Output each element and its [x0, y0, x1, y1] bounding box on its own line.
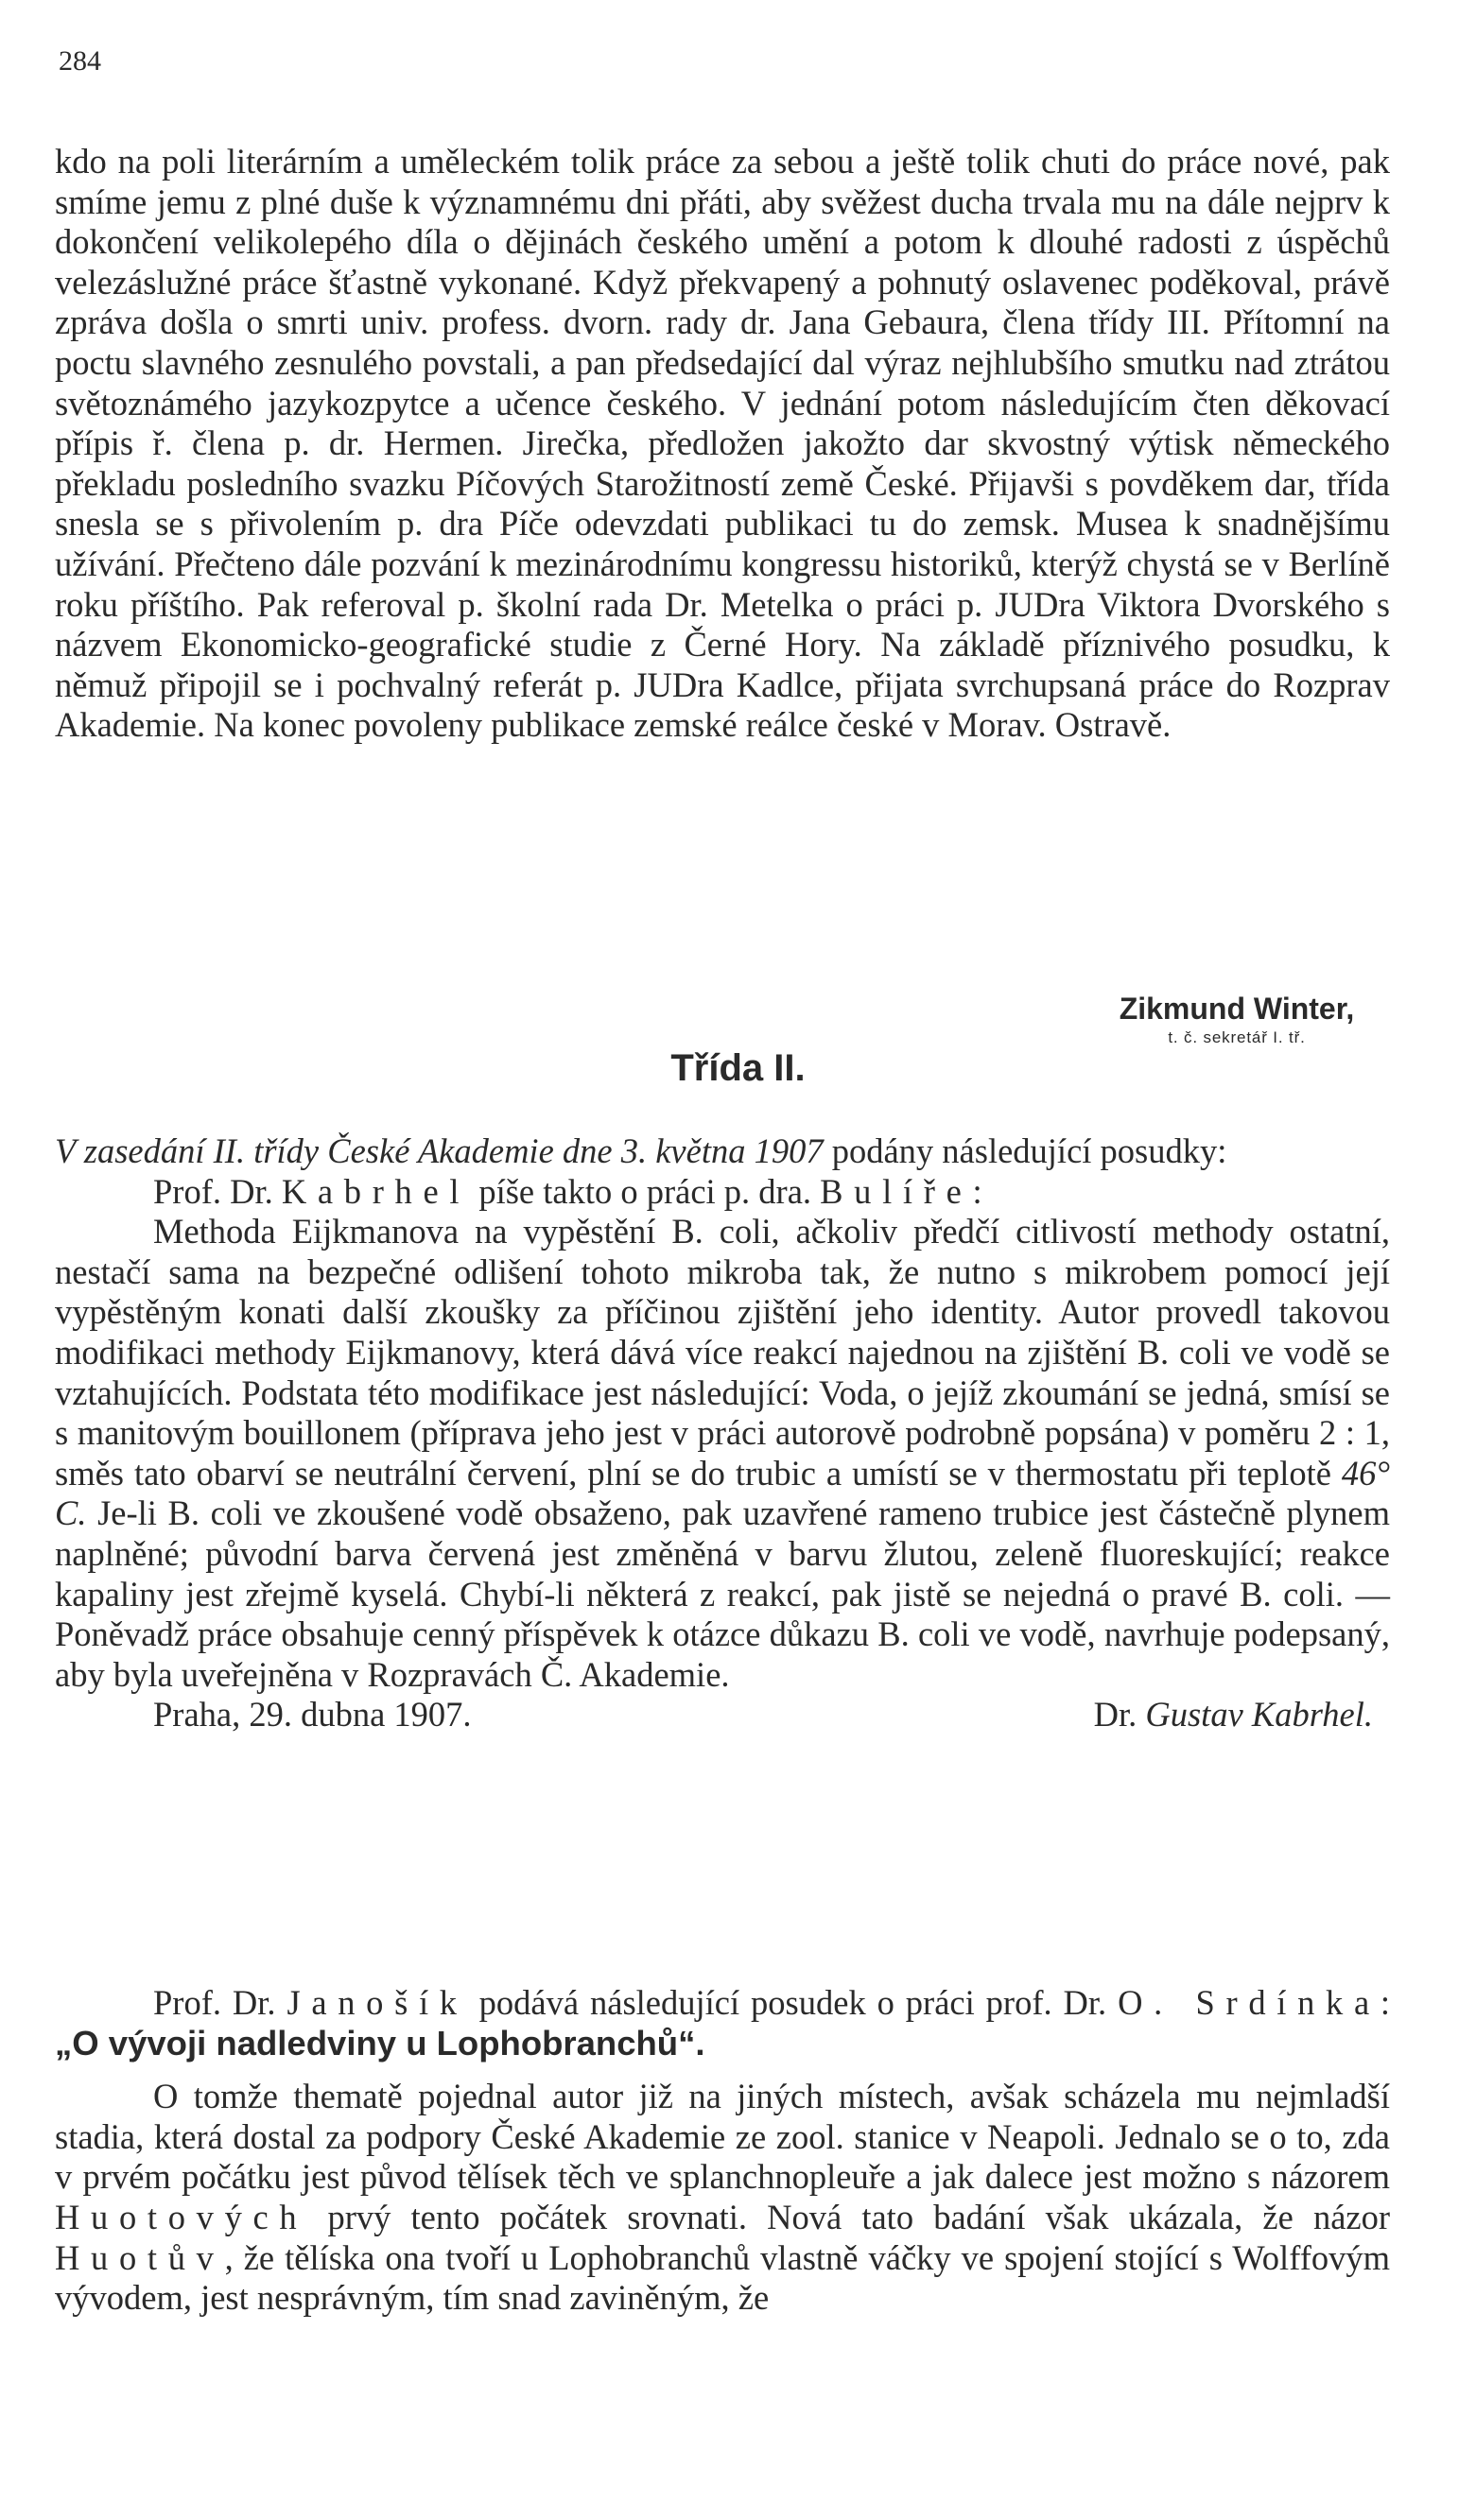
author-name: Bulíře — [820, 1171, 973, 1211]
page-number: 284 — [59, 45, 101, 77]
signature-role: t. č. sekretář I. tř. — [1168, 1028, 1306, 1046]
place-date: Praha, 29. dubna 1907. — [153, 1695, 472, 1735]
author-name-2: O. Srdínka — [1118, 1983, 1380, 2022]
minutes-section-1 — [55, 142, 1390, 746]
review-heading-2: Prof. Dr. Janošík podává následující posudek o práci prof. Dr. O. Srdínka: „O vývoji nadledviny u Lophobranchů“. — [55, 1983, 1390, 2063]
signature-name: Zikmund Winter, — [1119, 992, 1355, 1026]
session-date: V zasedání II. třídy České Akademie dne 3. května 1907 — [55, 1131, 824, 1170]
reviewer-name-2: Janošík — [287, 1983, 468, 2022]
review-signer: Dr. Gustav Kabrhel. — [1093, 1695, 1373, 1735]
reviewer-name: Kabrhel — [281, 1171, 471, 1211]
section-heading: Třída II. — [670, 1047, 806, 1089]
minutes-section-3 — [55, 1983, 1390, 2319]
signature-block — [1085, 992, 1388, 1047]
review-text-2: O tomže thematě pojednal autor již na jiných místech, avšak scházela mu nejmladší stadia, která dostal za podpory České Akademie ze zool. stanice v Neapoli. Jednalo se o to, zda v prvém počátku jest původ tělísek těch ve splanchnopleuře a jak dalece jest možno s názorem Huotových prvý tento počátek srovnati. Nová tato badání však ukázala, že názor Huotův, že tělíska ona tvoří u Lophobranchů vlastně váčky ve spojení stojící s Wolffovým vývodem, jest nesprávným, tím snad zaviněným, že — [55, 2077, 1390, 2318]
review-heading: Prof. Dr. Kabrhel píše takto o práci p. dra. Bulíře: — [153, 1171, 982, 1211]
review-signoff — [55, 1695, 1390, 1735]
minutes-section-2 — [55, 1131, 1390, 1735]
review-text: Methoda Eijkmanova na vypěstění B. coli, ačkoliv předčí citlivostí methody ostatní, nestačí sama na bezpečné odlišení tohoto mikroba tak, že nutno s mikrobem pomocí její vypěstěným konati další zkoušky za příčinou zjištění jeho identity. Autor provedl takovou modifikaci methody Eijkmanovy, která dává více reakcí najednou na zjištění B. coli ve vodě se vztahujících. Podstata této modifikace jest následující: Voda, o jejíž zkoumání se jedná, smísí se s manitovým bouillonem (příprava jeho jest v práci autorově podrobně popsána) v poměru 2 : 1, směs tato obarví se neutrální červení, plní se do trubic a umístí se v thermostatu při teplotě 46° C. Je-li B. coli ve zkoušené vodě obsaženo, pak uzavřené rameno trubice jest částečně plynem naplněné; původní barva červená jest změněná v barvu žlutou, zeleně fluoreskující; reakce kapaliny jest zřejmě kyselá. Chybí-li některá z reakcí, pak jistě se nejedná o pravé B. coli. — Poněvadž práce obsahuje cenný příspěvek k otázce důkazu B. coli ve vodě, navrhuje podepsaný, aby byla uveřejněna v Rozpravách Č. Akademie. — [55, 1212, 1390, 1694]
paragraph-class-3-report: kdo na poli literárním a uměleckém tolik práce za sebou a ještě tolik chuti do práce nové, pak smíme jemu z plné duše k významnému dni přáti, aby svěžest ducha trvala mu na dále nejprv k dokončení velikolepého díla o dějinách českého umění a potom k dlouhé radosti z úspěchů velezáslužné práce šťastně vykonané. Když překvapený a pohnutý oslavenec poděkoval, právě zpráva došla o smrti univ. profess. dvorn. rady dr. Jana Gebaura, člena třídy III. Přítomní na poctu slavného zesnulého povstali, a pan předsedající dal výraz nejhlubšího smutku nad ztrátou světoznámého jazykozpytce a učence českého. V jednání potom následujícím čten děkovací přípis ř. člena p. dr. Hermen. Jirečka, předložen jakožto dar skvostný výtisk německého překladu posledního svazku Píčových Starožitností země České. Přijavši s povděkem dar, třída snesla se s přivolením p. dra Píče odevzdati publikaci tu do zemsk. Musea k snadnějšímu užívání. Přečteno dále pozvání k mezinárodnímu kongressu historiků, kterýž chystá se v Berlíně roku příštího. Pak referoval p. školní rada Dr. Metelka o práci p. JUDra Viktora Dvorského s názvem Ekonomicko-geografické studie z Černé Hory. Na základě příznivého posudku, k němuž připojil se i pochvalný referát p. JUDra Kadlce, přijata svrchupsaná práce do Rozprav Akademie. Na konec povoleny publikace zemské reálce české v Morav. Ostravě. — [55, 142, 1390, 745]
session-intro: V zasedání II. třídy České Akademie dne 3. května 1907 podány následující posudky: — [55, 1131, 1227, 1170]
work-title: „O vývoji nadledviny u Lophobranchů“. — [55, 2023, 705, 2063]
